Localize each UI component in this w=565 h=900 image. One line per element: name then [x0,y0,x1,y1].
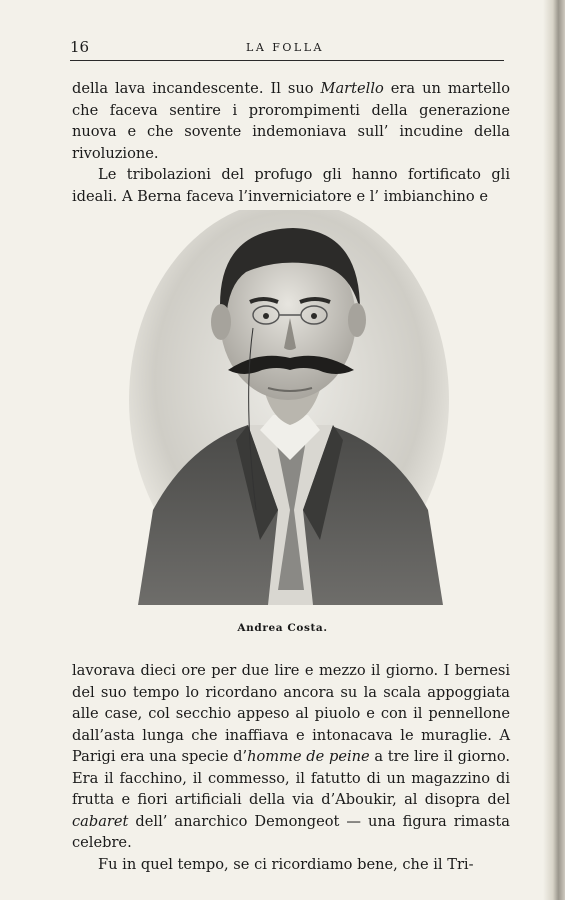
text-run: della lava incandescente. Il suo [72,80,321,97]
portrait-andrea-costa-image [128,210,450,605]
top-text-block [72,78,510,207]
paragraph-lavorava [72,660,510,854]
header-rule [70,60,504,61]
running-title: LA FOLLA [246,41,324,54]
text-run: a tre lire il giorno. Era il facchino, il commesso, il fatutto di un magazzino di frutta e fiori artificiali della via d’Aboukir, al disopra del [72,748,511,808]
bottom-text-block [72,660,510,875]
italic-homme-de-peine: homme de peine [247,748,370,765]
text-run: era un martello che faceva sentire i prorompimenti della generazione nuova e che sovente indemoniava sull’ incudine della rivoluzione. [72,80,510,162]
text-run: lavorava dieci ore per due lire e mezzo il giorno. I bernesi del suo tempo lo ricordano ancora su la scala appoggiata alle case, col secchio appeso al piuolo e con il pennellone dall’asta lunga che inaffiava e intonacava le muraglie. A Parigi era una specie d’ [72,662,510,765]
page-header [70,38,500,58]
text-run: dell’ anarchico Demongeot — una figura rimasta celebre. [72,812,510,851]
paragraph-continuation [72,78,510,164]
page-number: 16 [70,38,90,56]
paragraph-tribolazioni: Le tribolazioni del profugo gli hanno fortificato gli ideali. A Berna faceva l’inverniciatore e l’ imbianchino e [72,166,510,205]
paragraph-fu-in-quel-tempo: Fu in quel tempo, se ci ricordiamo bene, che il Tri- [98,855,474,873]
figure-caption: Andrea Costa. [237,622,328,634]
page-edge-shadow [543,0,565,900]
italic-title-martello: Martello [320,80,384,97]
italic-cabaret: cabaret [72,812,129,830]
